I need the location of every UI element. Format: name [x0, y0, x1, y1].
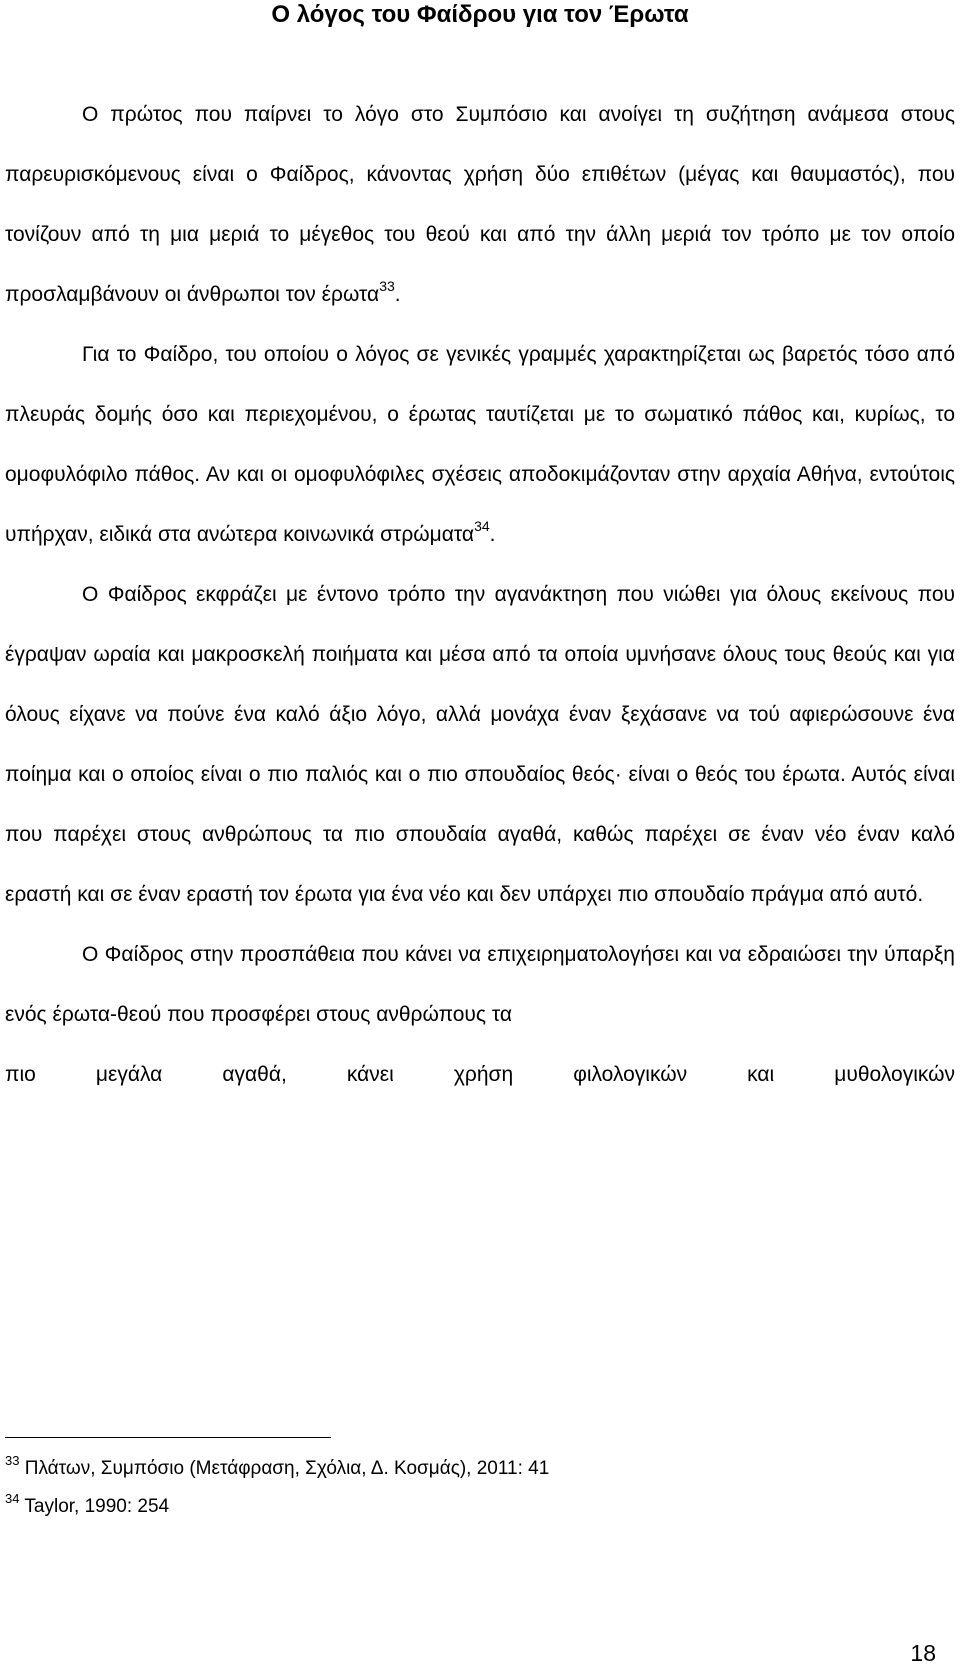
paragraph-2: [5, 325, 955, 565]
paragraph-4-text: Ο Φαίδρος στην προσπάθεια που κάνει να επιχειρηματολογήσει και να εδραιώσει την ύπαρξη ενός έρωτα-θεού που προσφέρει στους ανθρώπους τα: [5, 943, 955, 1026]
page-title: Ο λόγος του Φαίδρου για τον Έρωτα: [271, 1, 689, 28]
paragraph-4-last-line: πιο μεγάλα αγαθά, κάνει χρήση φιλολογικών και μυθολογικών: [5, 1063, 955, 1086]
footnote-34: [5, 1488, 945, 1526]
paragraph-1: [5, 85, 955, 325]
footnotes: [5, 1450, 945, 1526]
paragraph-1-text: Ο πρώτος που παίρνει το λόγο στο Συμπόσιο και ανοίγει τη συζήτηση ανάμεσα στους παρευρισκόμενους είναι ο Φαίδρος, κάνοντας χρήση δύο επιθέτων (μέγας και θαυμαστός), που τονίζουν από τη μια μεριά το μέγεθος του θεού και από την άλλη μεριά τον τρόπο με τον οποίο προσλαμβάνουν οι άνθρωποι τον έρωτα: [5, 103, 955, 306]
paragraph-1-end: .: [394, 283, 401, 306]
footnote-ref-33: 33: [379, 278, 395, 294]
footnote-text: Πλάτων, Συμπόσιο (Μετάφραση, Σχόλια, Δ. Κοσμάς), 2011: 41: [24, 1458, 550, 1479]
footnote-number: 34: [5, 1491, 20, 1506]
paragraph-3: Ο Φαίδρος εκφράζει με έντονο τρόπο την αγανάκτηση που νιώθει για όλους εκείνους που έγραψαν ωραία και μακροσκελή ποιήματα και μέσα από τα οποία υμνήσανε όλους τους θεούς και για όλους είχανε να πούνε ένα καλό άξιο λόγο, αλλά μονάχα έναν ξεχάσανε να τού αφιερώσουνε ένα ποίημα και ο οποίος είναι ο πιο παλιός και ο πιο σπουδαίος θεός· είναι ο θεός του έρωτα. Αυτός είναι που παρέχει στους ανθρώπους τα πιο σπουδαία αγαθά, καθώς παρέχει σε έναν νέο έναν καλό εραστή και σε έναν εραστή τον έρωτα για ένα νέο και δεν υπάρχει πιο σπουδαίο πράγμα από αυτό.: [5, 583, 955, 906]
footnote-33: [5, 1450, 945, 1488]
footnote-separator: [5, 1437, 331, 1438]
footnote-number: 33: [5, 1453, 20, 1468]
page-number: 18: [910, 1640, 936, 1666]
paragraph-4: [5, 925, 955, 1105]
paragraph-2-text: Για το Φαίδρο, του οποίου ο λόγος σε γενικές γραμμές χαρακτηρίζεται ως βαρετός τόσο από πλευράς δομής όσο και περιεχομένου, ο έρωτας ταυτίζεται με το σωματικό πάθος και, κυρίως, το ομοφυλόφιλο πάθος. Αν και οι ομοφυλόφιλες σχέσεις αποδοκιμάζονταν στην αρχαία Αθήνα, εντούτοις υπήρχαν, ειδικά στα ανώτερα κοινωνικά στρώματα: [5, 343, 955, 546]
body-text: [5, 85, 955, 1105]
paragraph-2-end: .: [489, 523, 496, 546]
footnote-ref-34: 34: [474, 518, 490, 534]
footnote-text: Taylor, 1990: 254: [24, 1496, 170, 1517]
